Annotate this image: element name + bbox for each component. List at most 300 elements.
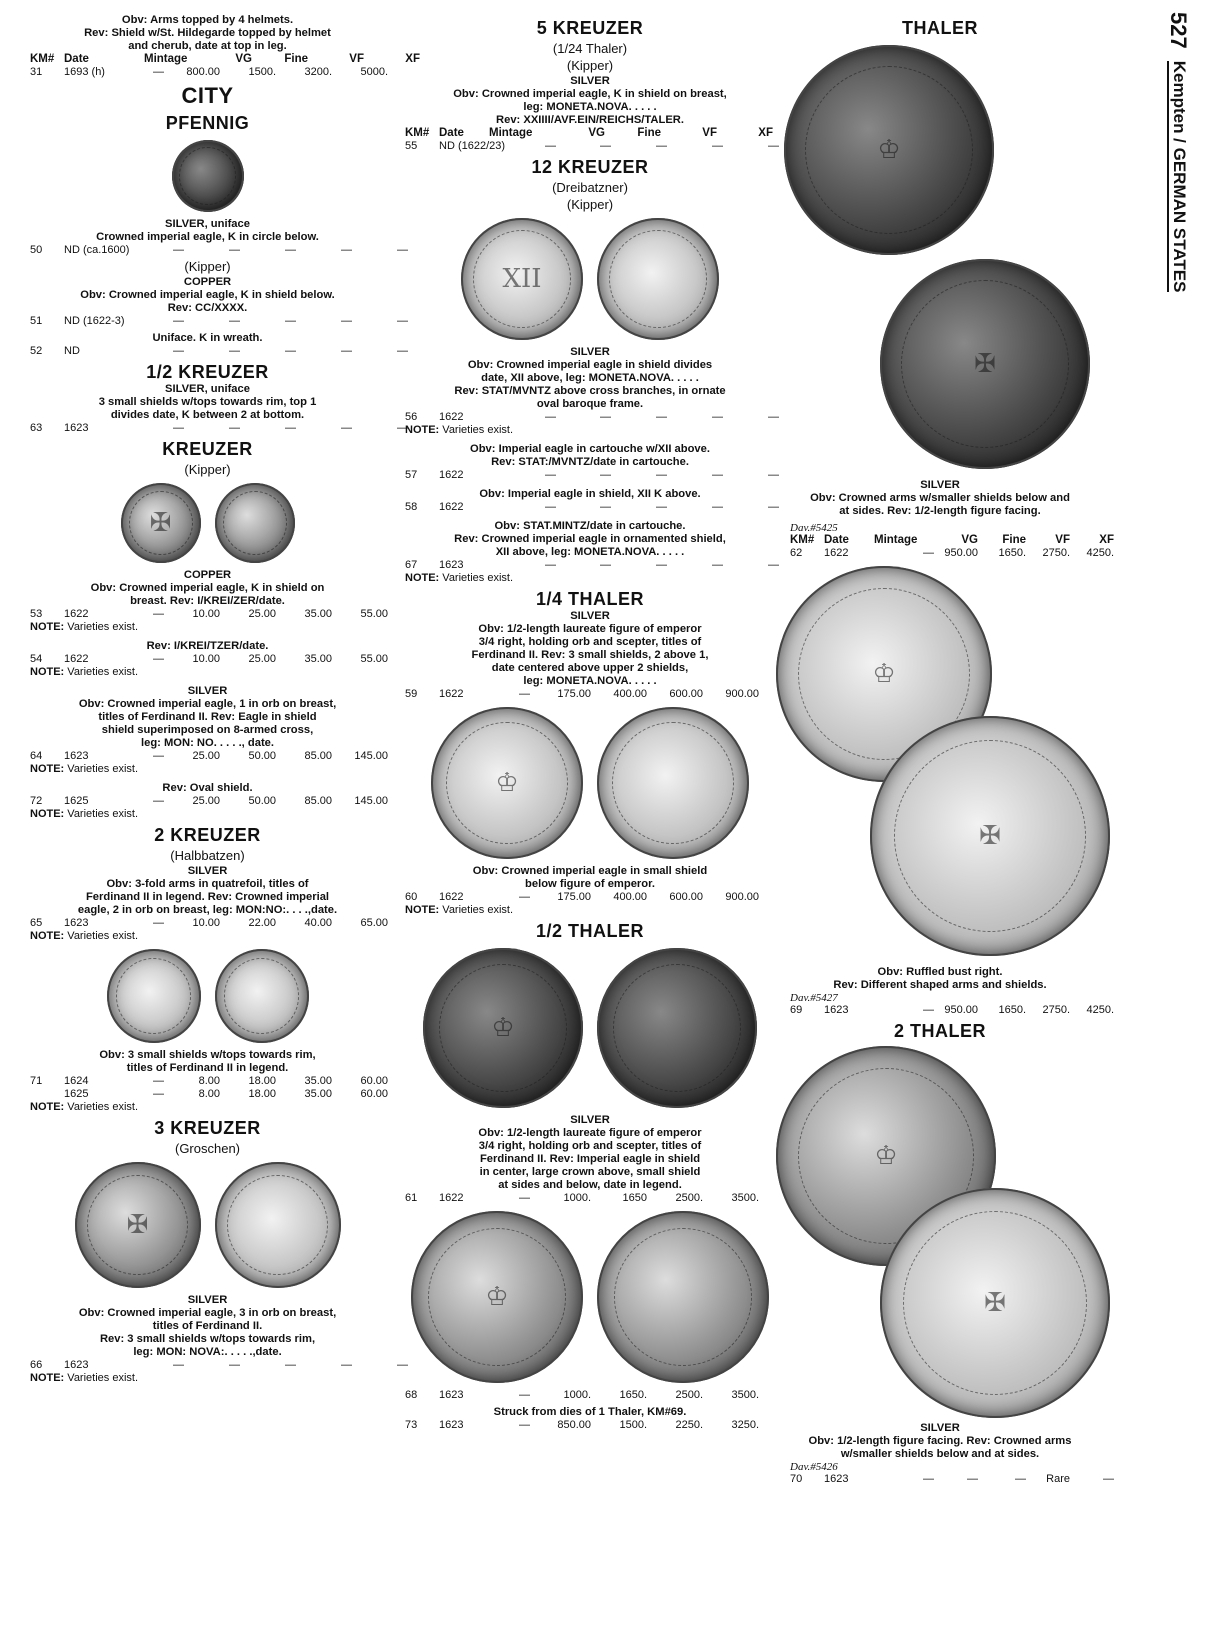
price-vg: 950.00: [944, 547, 978, 559]
price-xf: 3500.: [731, 1192, 759, 1204]
coin-images: [405, 218, 775, 340]
catalog-row: [790, 1473, 1150, 1486]
catalog-row: [30, 1088, 388, 1101]
desc: at sides. Rev: 1/2-length figure facing.: [839, 505, 1041, 517]
coin-images: [405, 707, 775, 859]
note: [30, 621, 385, 634]
desc: Obv: Imperial eagle in cartouche w/XII above.: [470, 443, 710, 455]
price-fine: 400.00: [613, 891, 647, 903]
catalog-row: [30, 795, 388, 808]
column-2: [405, 14, 779, 1432]
price-vf: 2250.: [675, 1419, 703, 1431]
km-number: 52: [30, 345, 43, 357]
metal: SILVER: [920, 1422, 960, 1434]
mintage: —: [545, 140, 556, 152]
catalog-row: [405, 1192, 775, 1205]
date: 1622: [439, 411, 464, 423]
km-number: 59: [405, 688, 418, 700]
mintage: —: [545, 501, 556, 513]
subtitle: (Groschen): [174, 1141, 241, 1156]
note-text: Varieties exist.: [67, 930, 139, 942]
coin-images: [30, 140, 385, 212]
price-vg: —: [967, 1473, 978, 1485]
price-fine: 1500.: [248, 66, 276, 78]
date: ND (ca.1600): [64, 244, 130, 256]
desc: XII above, leg: MONETA.NOVA. . . . .: [495, 546, 685, 558]
metal: SILVER: [187, 1294, 228, 1306]
km-number: 68: [405, 1389, 418, 1401]
price-fine: —: [656, 559, 667, 571]
desc: w/smaller shields below and at sides.: [840, 1448, 1040, 1460]
date: 1623: [824, 1473, 849, 1485]
mintage: —: [545, 411, 556, 423]
catalog-header: [790, 534, 1150, 547]
desc: leg: MON: NO. . . . ., date.: [140, 737, 274, 749]
price-vg: 175.00: [557, 688, 591, 700]
price-vf: —: [712, 501, 723, 513]
dav-reference: Dav.#5427: [790, 992, 838, 1004]
hdr-km: KM#: [30, 53, 55, 65]
desc: breast. Rev: I/KREI/ZER/date.: [130, 595, 285, 607]
price-xf: —: [397, 422, 408, 434]
price-fine: 50.00: [248, 795, 276, 807]
hdr-vg: VG: [588, 127, 605, 139]
dav-reference: Dav.#5426: [790, 1461, 838, 1473]
coin-image: ♔: [431, 707, 583, 859]
page-number: 527: [1166, 12, 1191, 49]
note-text: Varieties exist.: [442, 572, 514, 584]
note-label: NOTE:: [405, 424, 440, 436]
km-number: 58: [405, 501, 418, 513]
desc: below figure of emperor.: [525, 878, 655, 890]
desc: leg: MONETA.NOVA. . . . .: [523, 101, 657, 113]
coin-image: [597, 948, 757, 1108]
desc: 3/4 right, holding orb and scepter, titles of: [478, 636, 702, 648]
hdr-fine: Fine: [637, 127, 661, 139]
denomination-title: 5 KREUZER: [536, 18, 644, 38]
catalog-row: [405, 1389, 775, 1402]
price-vf: 35.00: [304, 1075, 332, 1087]
price-fine: 50.00: [248, 750, 276, 762]
desc: Obv: Ruffled bust right.: [877, 966, 1003, 978]
desc: Ferdinand II in legend. Rev: Crowned imperial: [85, 891, 330, 903]
catalog-row: [405, 688, 775, 701]
price-vg: 800.00: [186, 66, 220, 78]
price-fine: 25.00: [248, 608, 276, 620]
catalog-header: [405, 127, 775, 140]
catalog-row: [30, 1359, 408, 1372]
km-number: 56: [405, 411, 418, 423]
desc: Rev: Different shaped arms and shields.: [833, 979, 1047, 991]
km-number: 53: [30, 608, 43, 620]
date: 1693 (h): [64, 66, 105, 78]
desc: Obv: Crowned imperial eagle in shield divides: [467, 359, 713, 371]
column-3: [790, 14, 1150, 1486]
desc: Rev: CC/XXXX.: [167, 302, 248, 314]
price-xf: 5000.: [360, 66, 388, 78]
km-number: 31: [30, 66, 43, 78]
price-vf: 35.00: [304, 1088, 332, 1100]
date: ND (1622/23): [439, 140, 506, 152]
price-xf: 145.00: [354, 750, 388, 762]
denomination-title: PFENNIG: [165, 113, 250, 133]
coin-image: [597, 707, 749, 859]
denomination-title: 2 KREUZER: [154, 825, 261, 845]
price-vg: 1000.: [563, 1192, 591, 1204]
price-vf: 85.00: [304, 750, 332, 762]
hdr-date: Date: [439, 127, 464, 139]
note: [405, 904, 775, 917]
price-xf: 4250.: [1086, 1004, 1114, 1016]
price-vg: 175.00: [557, 891, 591, 903]
date: 1624: [64, 1075, 89, 1087]
coin-images: [30, 483, 385, 563]
km-number: 66: [30, 1359, 43, 1371]
note-label: NOTE:: [30, 930, 65, 942]
price-xf: 60.00: [360, 1088, 388, 1100]
desc: Obv: Crowned imperial eagle, 3 in orb on breast,: [78, 1307, 337, 1319]
price-vf: Rare: [1046, 1473, 1070, 1485]
catalog-row: [405, 469, 779, 482]
metal: COPPER: [183, 276, 232, 288]
desc: SILVER, uniface: [165, 218, 250, 230]
price-vg: 10.00: [192, 608, 220, 620]
coin-image: ✠: [75, 1162, 201, 1288]
desc: Obv: Arms topped by 4 helmets.: [121, 14, 294, 26]
price-xf: —: [768, 140, 779, 152]
note: [405, 572, 775, 585]
desc: Obv: Crowned imperial eagle, K in shield on breast,: [453, 88, 727, 100]
price-xf: 60.00: [360, 1075, 388, 1087]
price-vg: —: [600, 140, 611, 152]
note-label: NOTE:: [30, 763, 65, 775]
price-fine: 22.00: [248, 917, 276, 929]
price-fine: —: [656, 140, 667, 152]
note-text: Varieties exist.: [442, 904, 514, 916]
date: 1622: [439, 688, 464, 700]
price-vg: 950.00: [944, 1004, 978, 1016]
price-fine: 18.00: [248, 1075, 276, 1087]
coin-image: [597, 218, 719, 340]
price-vf: 2750.: [1042, 1004, 1070, 1016]
catalog-row: [405, 411, 779, 424]
coin-images: [790, 1042, 1130, 1422]
desc: SILVER, uniface: [165, 383, 250, 395]
price-xf: 145.00: [354, 795, 388, 807]
note-text: Varieties exist.: [442, 424, 514, 436]
date: ND (1622-3): [64, 315, 125, 327]
coin-image: ♔: [423, 948, 583, 1108]
note-text: Varieties exist.: [67, 1372, 139, 1384]
price-vg: 8.00: [198, 1075, 220, 1087]
price-vf: —: [341, 315, 352, 327]
price-vg: 1000.: [563, 1389, 591, 1401]
price-vg: 850.00: [557, 1419, 591, 1431]
price-xf: 3500.: [731, 1389, 759, 1401]
coin-image: ✠: [880, 259, 1090, 469]
mintage: —: [519, 1192, 530, 1204]
price-vg: —: [600, 411, 611, 423]
date: 1622: [439, 501, 464, 513]
note-label: NOTE:: [30, 808, 65, 820]
desc: titles of Ferdinand II.: [152, 1320, 263, 1332]
mintage: —: [545, 469, 556, 481]
coin-image: [215, 1162, 341, 1288]
mintage: —: [519, 1389, 530, 1401]
price-vf: 600.00: [669, 891, 703, 903]
note-label: NOTE:: [30, 1101, 65, 1113]
desc: in center, large crown above, small shield: [479, 1166, 701, 1178]
mintage: —: [153, 1088, 164, 1100]
coin-images: [30, 949, 385, 1043]
hdr-mintage: Mintage: [874, 534, 918, 546]
hdr-fine: Fine: [284, 53, 308, 65]
price-vg: 25.00: [192, 750, 220, 762]
price-vg: —: [600, 559, 611, 571]
price-fine: 1650.: [998, 1004, 1026, 1016]
hdr-km: KM#: [790, 534, 815, 546]
price-xf: —: [768, 411, 779, 423]
catalog-row: [405, 559, 779, 572]
desc: Rev: Crowned imperial eagle in ornamented shield,: [454, 533, 726, 545]
price-fine: 1650.: [619, 1389, 647, 1401]
km-number: 65: [30, 917, 43, 929]
note: [30, 930, 385, 943]
desc: at sides and below, date in legend.: [498, 1179, 682, 1191]
price-vf: —: [341, 422, 352, 434]
hdr-vf: VF: [349, 53, 364, 65]
km-number: 61: [405, 1192, 418, 1204]
note: [30, 666, 385, 679]
coin-image: [215, 949, 309, 1043]
desc: eagle, 2 in orb on breast, leg: MON:NO:. . . .,date.: [77, 904, 338, 916]
price-xf: —: [768, 559, 779, 571]
km-number: 57: [405, 469, 418, 481]
coin-image: ♔: [776, 1046, 996, 1266]
catalog-row: [405, 140, 779, 153]
desc: Ferdinand II. Rev: 3 small shields, 2 above 1,: [471, 649, 709, 661]
dav-reference: Dav.#5425: [790, 522, 838, 534]
km-number: 72: [30, 795, 43, 807]
note-label: NOTE:: [30, 666, 65, 678]
price-vf: —: [712, 559, 723, 571]
catalog-header: [30, 53, 420, 66]
subtitle: (1/24 Thaler): [552, 41, 628, 56]
price-xf: 900.00: [725, 891, 759, 903]
note-text: Varieties exist.: [67, 763, 139, 775]
price-xf: —: [1103, 1473, 1114, 1485]
mintage: —: [153, 608, 164, 620]
price-vg: —: [600, 501, 611, 513]
mintage: —: [173, 1359, 184, 1371]
catalog-row: [30, 345, 408, 358]
hdr-xf: XF: [758, 127, 773, 139]
coin-images: [790, 39, 1130, 479]
desc: Ferdinand II. Rev: Imperial eagle in shield: [479, 1153, 701, 1165]
price-vf: 35.00: [304, 653, 332, 665]
coin-images: [405, 1211, 775, 1383]
mintage: —: [519, 688, 530, 700]
note: [30, 1372, 385, 1385]
subtitle: (Kipper): [184, 462, 231, 477]
hdr-xf: XF: [405, 53, 420, 65]
date: 1622: [439, 891, 464, 903]
price-vf: —: [712, 469, 723, 481]
desc: Rev: STAT/MVNTZ above cross branches, in ornate: [454, 385, 726, 397]
price-vf: 85.00: [304, 795, 332, 807]
price-vf: —: [341, 244, 352, 256]
price-fine: 400.00: [613, 688, 647, 700]
metal: SILVER: [187, 685, 228, 697]
desc: titles of Ferdinand II in legend.: [126, 1062, 289, 1074]
km-number: 55: [405, 140, 418, 152]
date: ND: [64, 345, 80, 357]
catalog-row: [405, 891, 775, 904]
desc: Obv: Crowned imperial eagle, K in shield below.: [80, 289, 335, 301]
desc: Obv: Crowned imperial eagle in small shield: [472, 865, 708, 877]
catalog-row: [30, 653, 388, 666]
mintage: —: [153, 750, 164, 762]
price-vg: 8.00: [198, 1088, 220, 1100]
km-number: 60: [405, 891, 418, 903]
metal: SILVER: [570, 346, 610, 358]
note: [405, 424, 775, 437]
desc: Struck from dies of 1 Thaler, KM#69.: [493, 1406, 687, 1418]
catalog-row: [790, 547, 1150, 560]
catalog-row: [30, 750, 388, 763]
price-fine: —: [285, 345, 296, 357]
date: 1625: [64, 795, 89, 807]
date: 1623: [439, 1389, 464, 1401]
coin-image: [172, 140, 244, 212]
mintage: —: [153, 66, 164, 78]
mintage: —: [153, 1075, 164, 1087]
price-xf: —: [397, 345, 408, 357]
hdr-vg: VG: [235, 53, 252, 65]
price-vg: —: [229, 422, 240, 434]
hdr-date: Date: [824, 534, 849, 546]
note-text: Varieties exist.: [67, 621, 139, 633]
desc: Crowned imperial eagle, K in circle below.: [96, 231, 319, 243]
date: 1623: [64, 422, 89, 434]
coin-image: [215, 483, 295, 563]
note: [30, 763, 385, 776]
price-fine: 18.00: [248, 1088, 276, 1100]
desc: Uniface. K in wreath.: [152, 332, 263, 344]
date: 1622: [64, 653, 89, 665]
desc: divides date, K between 2 at bottom.: [110, 409, 305, 421]
catalog-row: [790, 1004, 1150, 1017]
coin-image: ✠: [880, 1188, 1110, 1418]
denomination-title: 3 KREUZER: [154, 1118, 261, 1138]
metal: COPPER: [183, 569, 232, 581]
coin-image: ♔: [784, 45, 994, 255]
date: 1623: [439, 559, 464, 571]
price-vg: —: [600, 469, 611, 481]
desc: leg: MON: NOVA:. . . . .,date.: [133, 1346, 282, 1358]
price-xf: 55.00: [360, 653, 388, 665]
mintage: —: [173, 315, 184, 327]
note-text: Varieties exist.: [67, 666, 139, 678]
price-xf: 55.00: [360, 608, 388, 620]
hdr-mintage: Mintage: [144, 53, 188, 65]
subtitle: (Kipper): [566, 58, 614, 73]
metal: SILVER: [187, 865, 228, 877]
coin-image: ♔: [411, 1211, 583, 1383]
desc: and cherub, date at top in leg.: [128, 40, 287, 52]
subtitle: (Kipper): [566, 197, 614, 212]
metal: SILVER: [920, 479, 960, 491]
price-xf: —: [397, 1359, 408, 1371]
desc: titles of Ferdinand II. Rev: Eagle in shield: [98, 711, 317, 723]
date: 1623: [824, 1004, 849, 1016]
hdr-date: Date: [64, 53, 89, 65]
note-label: NOTE:: [30, 1372, 65, 1384]
denomination-title: KREUZER: [162, 439, 253, 459]
price-vg: 10.00: [192, 917, 220, 929]
desc: Obv: 1/2-length laureate figure of emperor: [478, 1127, 702, 1139]
coin-image: [107, 949, 201, 1043]
hdr-km: KM#: [405, 127, 430, 139]
hdr-vf: VF: [702, 127, 717, 139]
price-fine: —: [656, 469, 667, 481]
km-number: 67: [405, 559, 418, 571]
mintage: —: [173, 345, 184, 357]
km-number: 71: [30, 1075, 43, 1087]
date: 1623: [64, 750, 89, 762]
catalog-row: [30, 917, 388, 930]
mintage: —: [153, 653, 164, 665]
price-fine: 25.00: [248, 653, 276, 665]
subtitle: (Halbbatzen): [170, 848, 245, 863]
desc: Rev: I/KREI/TZER/date.: [146, 640, 269, 652]
km-number: 69: [790, 1004, 803, 1016]
hdr-mintage: Mintage: [489, 127, 533, 139]
mintage: —: [519, 1419, 530, 1431]
note-label: NOTE:: [405, 572, 440, 584]
price-vg: —: [229, 315, 240, 327]
price-fine: 1650.: [998, 547, 1026, 559]
date: 1622: [439, 469, 464, 481]
catalog-row: [30, 1075, 388, 1088]
catalog-row: [30, 244, 408, 257]
desc: leg: MONETA.NOVA. . . . .: [523, 675, 657, 687]
price-vf: —: [341, 345, 352, 357]
mintage: —: [173, 244, 184, 256]
note-text: Varieties exist.: [67, 1101, 139, 1113]
mintage: —: [923, 1004, 934, 1016]
catalog-row: [405, 501, 779, 514]
coin-image: ✠: [870, 716, 1110, 956]
catalog-row: [30, 608, 388, 621]
running-title: Kempten / GERMAN STATES: [1167, 61, 1189, 293]
desc: Obv: STAT.MINTZ/date in cartouche.: [494, 520, 686, 532]
mintage: —: [153, 795, 164, 807]
price-vg: —: [229, 244, 240, 256]
price-fine: 1650: [622, 1192, 647, 1204]
mintage: —: [519, 891, 530, 903]
date: 1622: [64, 608, 89, 620]
mintage: —: [173, 422, 184, 434]
price-vf: 2500.: [675, 1192, 703, 1204]
km-number: 54: [30, 653, 43, 665]
hdr-vg: VG: [961, 534, 978, 546]
price-vf: 40.00: [304, 917, 332, 929]
denomination-title: 1/2 THALER: [535, 921, 645, 941]
price-vf: 600.00: [669, 688, 703, 700]
coin-image: ✠: [121, 483, 201, 563]
price-vf: —: [341, 1359, 352, 1371]
